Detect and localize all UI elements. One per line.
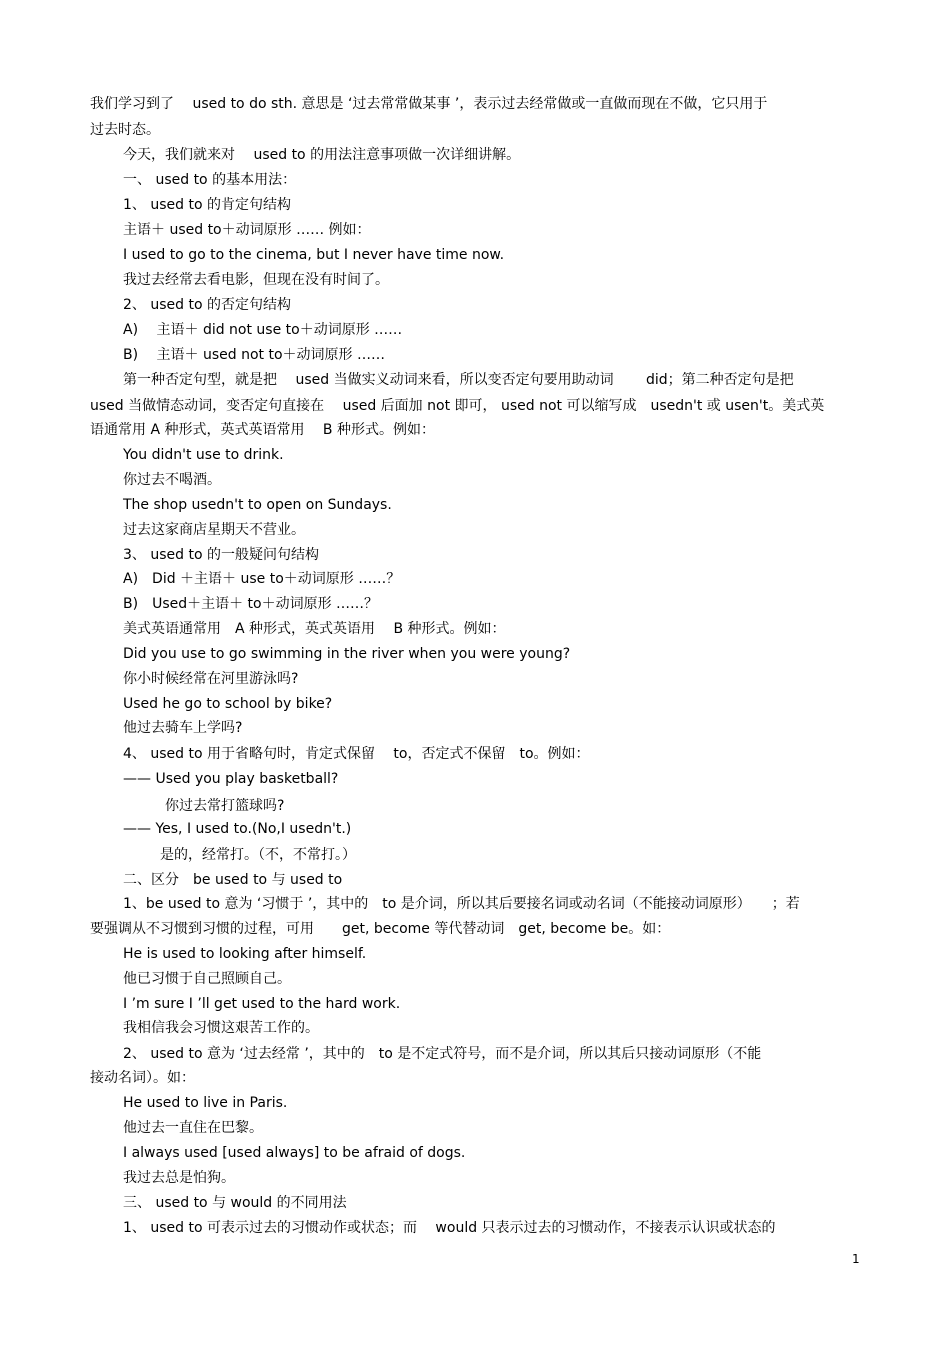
example-sentence: —— Used you play basketball?: [123, 771, 339, 787]
text-line: 2、 used to 意为 ‘过去经常 ’，其中的 to 是不定式符号，而不是介词，所以其后只接动词原形（不能: [123, 1046, 762, 1062]
example-sentence: Used he go to school by bike?: [123, 696, 333, 712]
text-line: 1、be used to 意为 ‘习惯于 ’，其中的 to 是介词，所以其后要接名词或动名词（不能接动词原形） ；若: [123, 896, 800, 912]
example-translation: 你小时候经常在河里游泳吗?: [123, 671, 299, 687]
section-heading: 一、 used to 的基本用法：: [123, 172, 297, 188]
example-sentence: He is used to looking after himself.: [123, 946, 367, 962]
example-translation: 他已习惯于自己照顾自己。: [123, 971, 291, 987]
text-line: 第一种否定句型，就是把 used 当做实义动词来看，所以变否定句要用助动词 did；第二种否定句是把: [123, 372, 794, 388]
example-translation: 你过去不喝酒。: [123, 472, 221, 488]
example-sentence: I used to go to the cinema, but I never have time now.: [123, 247, 505, 263]
example-sentence: You didn't use to drink.: [123, 447, 284, 463]
page-number: 1: [852, 1252, 860, 1266]
example-translation: 你过去常打篮球吗?: [165, 798, 285, 814]
text-line: 要强调从不习惯到习惯的过程，可用 get, become 等代替动词 get, become be。如：: [90, 921, 671, 937]
section-heading: 三、 used to 与 would 的不同用法: [123, 1195, 347, 1211]
subsection-heading: 2、 used to 的否定句结构: [123, 297, 291, 313]
text-line: 今天，我们就来对 used to 的用法注意事项做一次详细讲解。: [123, 147, 521, 163]
subsection-heading: 3、 used to 的一般疑问句结构: [123, 547, 319, 563]
example-translation: 我过去经常去看电影，但现在没有时间了。: [123, 272, 389, 288]
section-heading: 二、区分 be used to 与 used to: [123, 872, 343, 888]
subsection-heading: 1、 used to 的肯定句结构: [123, 197, 291, 213]
example-sentence: Did you use to go swimming in the river when you were young?: [123, 646, 571, 662]
example-translation: 是的，经常打。（不，不常打。）: [160, 847, 356, 863]
example-translation: 我相信我会习惯这艰苦工作的。: [123, 1020, 319, 1036]
example-translation: 过去这家商店星期天不营业。: [123, 522, 305, 538]
example-sentence: I always used [used always] to be afraid of dogs.: [123, 1145, 466, 1161]
text-line: 1、 used to 可表示过去的习惯动作或状态；而 would 只表示过去的习惯动作，不接表示认识或状态的: [123, 1220, 776, 1236]
text-line: A) Did ＋主语＋ use to＋动词原形 ……？: [123, 571, 401, 587]
text-line: 美式英语通常用 A 种形式，英式英语用 B 种形式。例如：: [123, 621, 506, 637]
example-translation: 我过去总是怕狗。: [123, 1170, 235, 1186]
text-line: A) 主语＋ did not use to＋动词原形 ……: [123, 322, 403, 338]
example-translation: 他过去一直住在巴黎。: [123, 1120, 263, 1136]
text-line: 过去时态。: [90, 122, 160, 138]
text-line: 接动名词）。如：: [90, 1070, 195, 1086]
text-line: used 当做情态动词，变否定句直接在 used 后面加 not 即可， used not 可以缩写成 usedn't 或 usen't。美式英: [90, 398, 825, 414]
text-line: B) Used＋主语＋ to＋动词原形 ……？: [123, 596, 379, 612]
example-translation: 他过去骑车上学吗?: [123, 720, 243, 736]
text-line: B) 主语＋ used not to＋动词原形 ……: [123, 347, 385, 363]
text-line: 我们学习到了 used to do sth. 意思是 ‘过去常常做某事 ’，表示过去经常做或一直做而现在不做，它只用于: [90, 96, 768, 112]
example-sentence: The shop usedn't to open on Sundays.: [123, 497, 392, 513]
subsection-heading: 4、 used to 用于省略句时，肯定式保留 to，否定式不保留 to。例如：: [123, 746, 590, 762]
example-sentence: I ’m sure I ’ll get used to the hard work.: [123, 996, 401, 1012]
example-sentence: —— Yes, I used to.(No,I usedn't.): [123, 821, 352, 837]
example-sentence: He used to live in Paris.: [123, 1095, 288, 1111]
text-line: 主语＋ used to＋动词原形 …… 例如：: [123, 222, 371, 238]
text-line: 语通常用 A 种形式，英式英语常用 B 种形式。例如：: [90, 422, 435, 438]
